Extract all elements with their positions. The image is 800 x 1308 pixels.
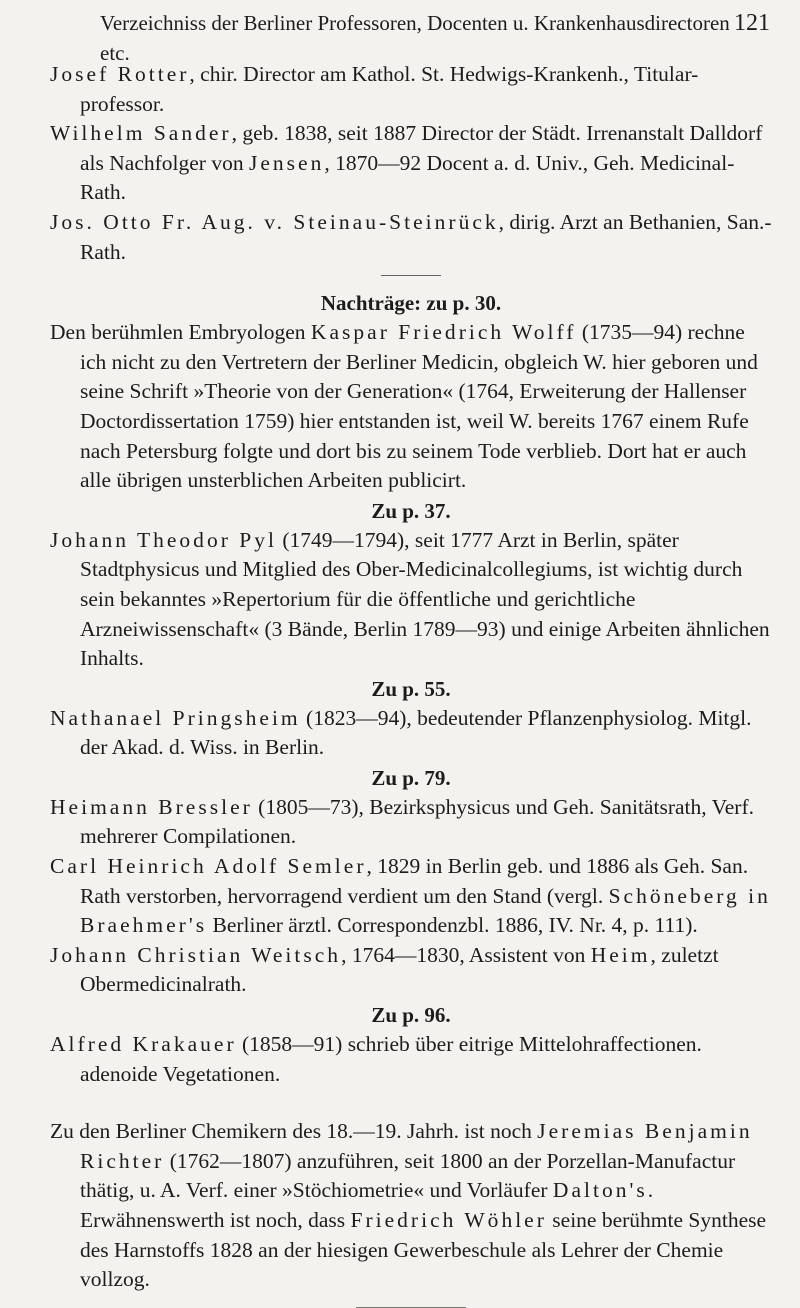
section-divider bbox=[381, 275, 441, 276]
person-name: Josef Rotter bbox=[50, 62, 190, 86]
entry-pyl bbox=[50, 526, 772, 674]
person-name: Johann Theodor Pyl bbox=[50, 527, 277, 552]
running-title: Verzeichniss der Berliner Professoren, Docenten u. Krankenhausdirectoren etc. bbox=[100, 11, 730, 65]
person-name: Schöneberg in Braehmer's bbox=[80, 883, 771, 938]
paragraph-text: . Erwähnenswerth ist noch, dass bbox=[80, 1178, 654, 1232]
heading-section: Zu p. 55. bbox=[371, 676, 451, 701]
person-name: Carl Heinrich Adolf Semler bbox=[50, 854, 367, 879]
entry-text: , 1764—1830, Assistent von bbox=[341, 942, 591, 967]
entry-text: , dirig. Arzt an Bethanien, San.-Rath. bbox=[80, 209, 772, 264]
entry-text: , chir. Director am Kathol. St. Hedwigs-Krankenh., Titular-professor. bbox=[80, 62, 699, 116]
person-name: Jeremias Benjamin Richter bbox=[80, 1119, 753, 1173]
paragraph-wolff bbox=[50, 318, 772, 496]
paragraph-text: (1762—1807) anzuführen, seit 1800 an der Porzellan-Manufactur thätig, u. A. Verf. einer »Stöchiometrie« und Vorläufer bbox=[80, 1148, 736, 1203]
entry-steinau bbox=[50, 208, 772, 267]
heading-section: Zu p. 96. bbox=[371, 1003, 451, 1028]
page-number: 121 bbox=[734, 10, 770, 36]
entry-text: , geb. 1838, seit 1887 Director der Städt. Irrenanstalt Dalldorf als Nachfolger von bbox=[80, 121, 763, 175]
paragraph-text: seine berühmte Synthese des Harnstoffs 1828 an der hiesigen Gewerbeschule als Lehrer der Chemie vollzog. bbox=[80, 1208, 767, 1292]
heading-section: Zu p. 79. bbox=[371, 765, 451, 790]
person-name: Dalton's bbox=[552, 1178, 648, 1203]
person-name: Heimann Bressler bbox=[50, 794, 253, 819]
person-name: Johann Christian Weitsch bbox=[50, 942, 342, 967]
entry-text: Berliner ärztl. Correspondenzbl. 1886, IV. Nr. 4, p. 111). bbox=[207, 913, 698, 938]
entry-sander bbox=[50, 119, 772, 208]
paragraph-text: Zu den Berliner Chemikern des 18.—19. Jahrh. ist noch bbox=[50, 1119, 538, 1144]
entry-text: (1858—91) schrieb über eitrige Mittelohraffectionen. adenoide Vegetationen. bbox=[80, 1032, 702, 1086]
entry-weitsch bbox=[50, 941, 772, 1000]
person-name: Jos. Otto Fr. Aug. v. Steinau-Steinrück bbox=[50, 209, 499, 234]
entry-semler bbox=[50, 852, 772, 941]
heading-section: Zu p. 37. bbox=[371, 498, 451, 523]
entry-text: (1749—1794), seit 1777 Arzt in Berlin, später Stadtphysicus und Mitglied des Ober-Medicinalcollegiums, ist wichtig durch sein bekanntes »Repertorium für die öffentliche und gerichtliche Arzneiwissenschaft« (3 Bände, Berlin 1789—93) und einige Arbeiten ähnlichen Inhalts. bbox=[80, 527, 770, 671]
paragraph-chemiker bbox=[50, 1117, 772, 1295]
person-name: Heim bbox=[590, 942, 651, 967]
main-text bbox=[50, 60, 772, 1308]
person-name: Jensen bbox=[248, 150, 325, 175]
person-name: Nathanael Pringsheim bbox=[50, 705, 301, 730]
page-header bbox=[100, 8, 770, 68]
entry-text: (1805—73), Bezirksphysicus und Geh. Sanitätsrath, Verf. mehrerer Compilationen. bbox=[80, 794, 754, 849]
entry-bressler bbox=[50, 793, 772, 852]
person-name: Friedrich Wöhler bbox=[350, 1208, 547, 1232]
entry-text: , 1870—92 Docent a. d. Univ., Geh. Medicinal-Rath. bbox=[80, 150, 735, 205]
paragraph-text: Den berühmlen Embryologen bbox=[50, 320, 311, 345]
entry-rotter bbox=[50, 60, 772, 119]
entry-text: (1823—94), bedeutender Pflanzenphysiolog. Mitgl. der Akad. d. Wiss. in Berlin. bbox=[80, 705, 752, 760]
entry-pringsheim bbox=[50, 704, 772, 763]
heading-nachtraege: Nachträge: zu p. 30. bbox=[320, 291, 502, 316]
entry-krakauer bbox=[50, 1030, 772, 1089]
person-name: Wilhelm Sander bbox=[50, 121, 232, 146]
person-name: Kaspar Friedrich Wolff bbox=[310, 320, 577, 345]
entry-text: , 1829 in Berlin geb. und 1886 als Geh. San. Rath verstorben, hervorragend verdient um den Stand (vergl. bbox=[80, 854, 749, 908]
spacer bbox=[50, 1089, 772, 1117]
paragraph-text: (1735—94) rechne ich nicht zu den Vertretern der Berliner Medicin, obgleich W. hier geboren und seine Schrift »Theorie von der Generation« (1764, Erweiterung der Hallenser Doctordissertation 1759) hier entstanden ist, weil W. bereits 1767 einem Rufe nach Petersburg folgte und dort bis zu seinem Tode verblieb. Dort hat er auch alle übrigen unsterblichen Arbeiten publicirt. bbox=[80, 320, 758, 493]
entry-text: , zuletzt Obermedicinalrath. bbox=[80, 942, 719, 997]
person-name: Alfred Krakauer bbox=[50, 1032, 237, 1057]
